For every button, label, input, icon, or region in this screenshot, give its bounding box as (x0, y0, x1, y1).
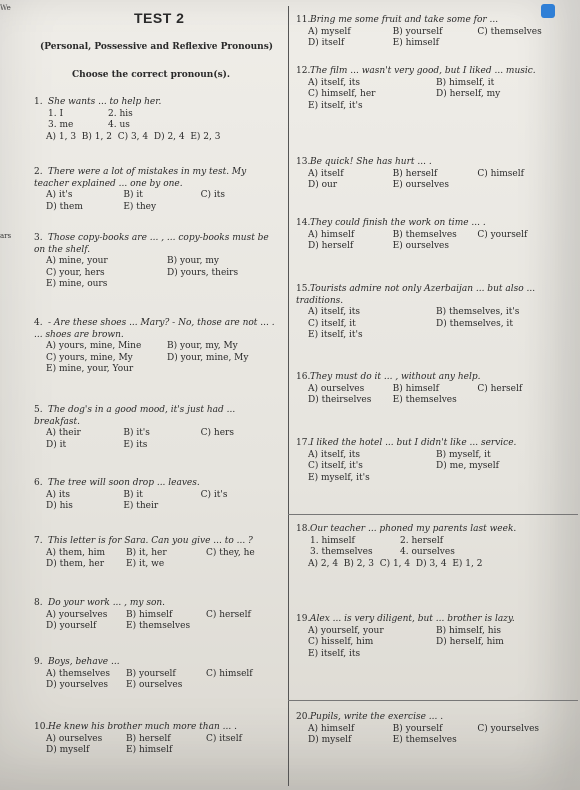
answer-option[interactable]: B) your, my, My (167, 341, 238, 351)
answer-option[interactable]: D) itself (308, 38, 345, 48)
answer-option[interactable]: E) himself (392, 38, 439, 48)
answer-option[interactable]: D) them, her (46, 559, 105, 569)
answer-option[interactable]: E) 2, 3 (190, 131, 221, 142)
answer-option[interactable]: C) themselves (477, 26, 542, 37)
question-1: 1. She wants ... to help her. 1. I 2. his 3. me 4. us A) 1, 3 B) 1, 2 C) 3, 4 D) 2, 4 E) 2, 3 (34, 97, 221, 142)
question-19: 19.Alex ... is very diligent, but ... brother is lazy. A) yourself, your B) himself, his C) hisself, him D) herself, him E) itself, its (296, 614, 558, 660)
page-subtitle: (Personal, Possessive and Reflexive Pronouns) (40, 42, 274, 52)
answer-option[interactable]: D) his (46, 501, 73, 511)
answer-option[interactable]: D) theirselves (308, 395, 372, 405)
answer-option[interactable]: A) themselves (46, 668, 110, 679)
answer-option[interactable]: B) themselves, it's (436, 307, 520, 317)
answer-option[interactable]: B) yourself (392, 723, 443, 734)
answer-option[interactable]: B) himself, his (436, 625, 502, 636)
answer-option[interactable]: B) 2, 3 (343, 558, 374, 569)
answer-option[interactable]: D) yourselves (46, 680, 109, 690)
answer-option[interactable]: D) yourself (46, 621, 97, 631)
question-10: 10.He knew his brother much more than ... . A) ourselves B) herself C) itself D) myself E) himself (34, 722, 282, 757)
answer-option[interactable]: B) herself (392, 168, 438, 179)
answer-option[interactable]: E) itself, it's (308, 100, 363, 111)
answer-option[interactable]: D) yours, theirs (167, 267, 239, 278)
answer-option[interactable]: A) itself, its (308, 307, 361, 317)
answer-option[interactable]: E) themselves (392, 735, 457, 745)
answer-option[interactable]: D) themselves, it (436, 318, 513, 329)
answer-option[interactable]: E) themselves (126, 621, 191, 631)
answer-option[interactable]: A) yours, mine, Mine (46, 341, 142, 351)
answer-option[interactable]: B) your, my (167, 256, 219, 266)
question-4: 4. - Are these shoes ... Mary? - No, those are not ... . ... shoes are brown. A) yours, mine, Mine B) your, my, My C) yours, mine, My D) your, mine, My E) mine, your, Your (34, 318, 282, 376)
answer-option[interactable]: B) myself, it (436, 449, 491, 460)
answer-option[interactable]: B) it's (123, 428, 150, 438)
answer-option[interactable]: D) them (46, 201, 83, 212)
answer-option[interactable]: D) herself, my (436, 89, 501, 99)
answer-option[interactable]: A) yourself, your (308, 625, 384, 636)
question-7: 7. This letter is for Sara. Can you give ... to ... ? A) them, him B) it, her C) they, he D) them, her E) it, we (34, 536, 282, 571)
question-11: 11.Bring me some fruit and take some for ... A) myself B) yourself C) themselves D) itself E) himself (296, 15, 558, 50)
question-13: 13.Be quick! She has hurt ... . A) itself B) herself C) himself D) our E) ourselves (296, 157, 558, 192)
answer-option[interactable]: A) ourselves (308, 383, 365, 394)
answer-option[interactable]: A) itself (308, 168, 344, 179)
question-8: 8. Do your work ... , my son. A) yourselves B) himself C) herself D) yourself E) themselves (34, 598, 282, 633)
side-text: ars (0, 232, 12, 240)
answer-option[interactable]: E) ourselves (126, 680, 183, 690)
answer-option[interactable]: C) itself (206, 733, 242, 744)
answer-option[interactable]: B) herself (126, 733, 171, 744)
answer-option[interactable]: A) myself (308, 26, 351, 37)
answer-option[interactable]: C) yours, mine, My (46, 352, 133, 363)
answer-option[interactable]: E) itself, it's (308, 330, 363, 340)
answer-option[interactable]: A) ourselves (46, 733, 103, 744)
answer-option[interactable]: A) itself, its (308, 449, 361, 460)
answer-option[interactable]: A) 2, 4 (308, 558, 339, 569)
column-divider (288, 6, 289, 786)
answer-option[interactable]: C) himself (206, 668, 253, 679)
answer-option[interactable]: E) himself (126, 745, 173, 755)
answer-option[interactable]: B) himself, it (436, 77, 495, 88)
question-6: 6. The tree will soon drop ... leaves. A) its B) it C) it's D) his E) their (34, 478, 274, 513)
answer-option[interactable]: C) your, hers (46, 267, 105, 278)
answer-option[interactable]: A) mine, your (46, 256, 108, 266)
question-12: 12.The film ... wasn't very good, but I liked ... music. A) itself, its B) himself, it C) himself, her D) herself, my E) itself, it's (296, 66, 558, 112)
answer-option[interactable]: D) myself (46, 745, 90, 755)
answer-option[interactable]: D) it (46, 439, 67, 450)
answer-option[interactable]: C) 3, 4 (117, 131, 149, 142)
answer-option[interactable]: D) myself (308, 735, 352, 745)
answer-option[interactable]: C) it's (200, 489, 228, 500)
answer-option[interactable]: A) it's (46, 190, 73, 200)
question-20: 20.Pupils, write the exercise ... . A) himself B) yourself C) yourselves D) myself E) themselves (296, 712, 558, 747)
answer-option[interactable]: B) themselves (392, 229, 457, 240)
answer-option[interactable]: D) our (308, 180, 338, 190)
answer-option[interactable]: D) herself (308, 241, 354, 251)
answer-option[interactable]: E) mine, your, Your (46, 364, 134, 374)
answer-option[interactable]: D) your, mine, My (167, 352, 249, 363)
answer-option[interactable]: B) yourself (392, 26, 443, 37)
answer-option[interactable]: C) herself (206, 609, 251, 620)
answer-option[interactable]: C) 1, 4 (379, 558, 411, 569)
answer-option[interactable]: C) hisself, him (308, 637, 374, 647)
answer-option[interactable]: A) himself (308, 229, 355, 240)
question-17: 17.I liked the hotel ... but I didn't like ... service. A) itself, its B) myself, it C) itself, it's D) me, myself E) myself, it's (296, 438, 558, 484)
answer-option[interactable]: B) it (123, 489, 143, 500)
question-3: 3. Those copy-books are ... , ... copy-books must be on the shelf. A) mine, your B) your, my C) your, hers D) yours, theirs E) mine, ours (34, 233, 282, 291)
answer-option[interactable]: C) himself, her (308, 89, 376, 99)
answer-option[interactable]: A) them, him (46, 547, 106, 558)
answer-option[interactable]: C) its (200, 190, 226, 200)
question-15: 15.Tourists admire not only Azerbaijan ... but also ... traditions. A) itself, its B) themselves, it's C) itself, it D) themselves, it E) itself, it's (296, 284, 558, 342)
answer-option[interactable]: B) himself (392, 383, 440, 394)
answer-option[interactable]: E) myself, it's (308, 472, 370, 483)
answer-option[interactable]: E) they (123, 201, 157, 212)
answer-option[interactable]: A) 1, 3 (46, 131, 77, 142)
question-9: 9. Boys, behave ... A) themselves B) yourself C) himself D) yourselves E) ourselves (34, 657, 282, 692)
page-title: TEST 2 (134, 10, 185, 26)
row-divider (288, 514, 578, 515)
row-divider (288, 700, 578, 701)
answer-option[interactable]: B) it, her (126, 547, 167, 558)
answer-option[interactable]: C) herself (477, 383, 523, 394)
answer-option[interactable]: E) ourselves (392, 241, 449, 251)
question-5: 5. The dog's in a good mood, it's just had ... breakfast. A) their B) it's C) hers D) it E) its (34, 405, 274, 451)
answer-option[interactable]: B) himself (126, 609, 173, 620)
answer-option[interactable]: A) yourselves (46, 609, 108, 620)
answer-option[interactable]: E) itself, its (308, 648, 361, 659)
answer-option[interactable]: E) their (123, 501, 159, 511)
answer-option[interactable]: E) 1, 2 (452, 558, 483, 569)
answer-option[interactable]: C) himself (477, 168, 524, 179)
answer-option[interactable]: E) its (123, 439, 148, 450)
answer-option[interactable]: D) 3, 4 (415, 558, 447, 569)
answer-option[interactable]: B) it (123, 190, 143, 200)
question-16: 16.They must do it ... , without any help. A) ourselves B) himself C) herself D) theirselves E) themselves (296, 372, 558, 407)
question-2: 2. There were a lot of mistakes in my test. My teacher explained ... one by one. A) it's B) it C) its D) them E) they (34, 167, 274, 213)
answer-option[interactable]: E) themselves (392, 395, 457, 405)
answer-option[interactable]: D) herself, him (436, 637, 504, 647)
answer-option[interactable]: C) hers (200, 428, 234, 438)
answer-option[interactable]: E) ourselves (392, 180, 449, 190)
answer-option[interactable]: B) 1, 2 (81, 131, 112, 142)
answer-option[interactable]: C) itself, it's (308, 461, 363, 471)
answer-option[interactable]: A) himself (308, 723, 355, 734)
answer-option[interactable]: C) itself, it (308, 318, 356, 329)
answer-option[interactable]: E) it, we (126, 559, 165, 569)
question-18: 18.Our teacher ... phoned my parents last week. 1. himself 2. herself 3. themselves 4. ourselves A) 2, 4 B) 2, 3 C) 1, 4 D) 3, 4 E) 1, 2 (296, 524, 517, 569)
answer-option[interactable]: A) itself, its (308, 77, 361, 88)
answer-option[interactable]: B) yourself (126, 668, 176, 679)
answer-option[interactable]: A) its (46, 489, 70, 500)
answer-option[interactable]: E) mine, ours (46, 279, 108, 289)
corner-text: We (0, 4, 11, 12)
question-14: 14.They could finish the work on time ... . A) himself B) themselves C) yourself D) herself E) ourselves (296, 218, 558, 253)
answer-option[interactable]: D) 2, 4 (153, 131, 185, 142)
answer-option[interactable]: C) yourselves (477, 723, 540, 734)
instruction-text: Choose the correct pronoun(s). (72, 70, 231, 80)
answer-option[interactable]: D) me, myself (436, 461, 499, 471)
answer-option[interactable]: C) they, he (206, 547, 255, 558)
answer-option[interactable]: A) their (46, 428, 81, 438)
answer-option[interactable]: C) yourself (477, 229, 528, 240)
